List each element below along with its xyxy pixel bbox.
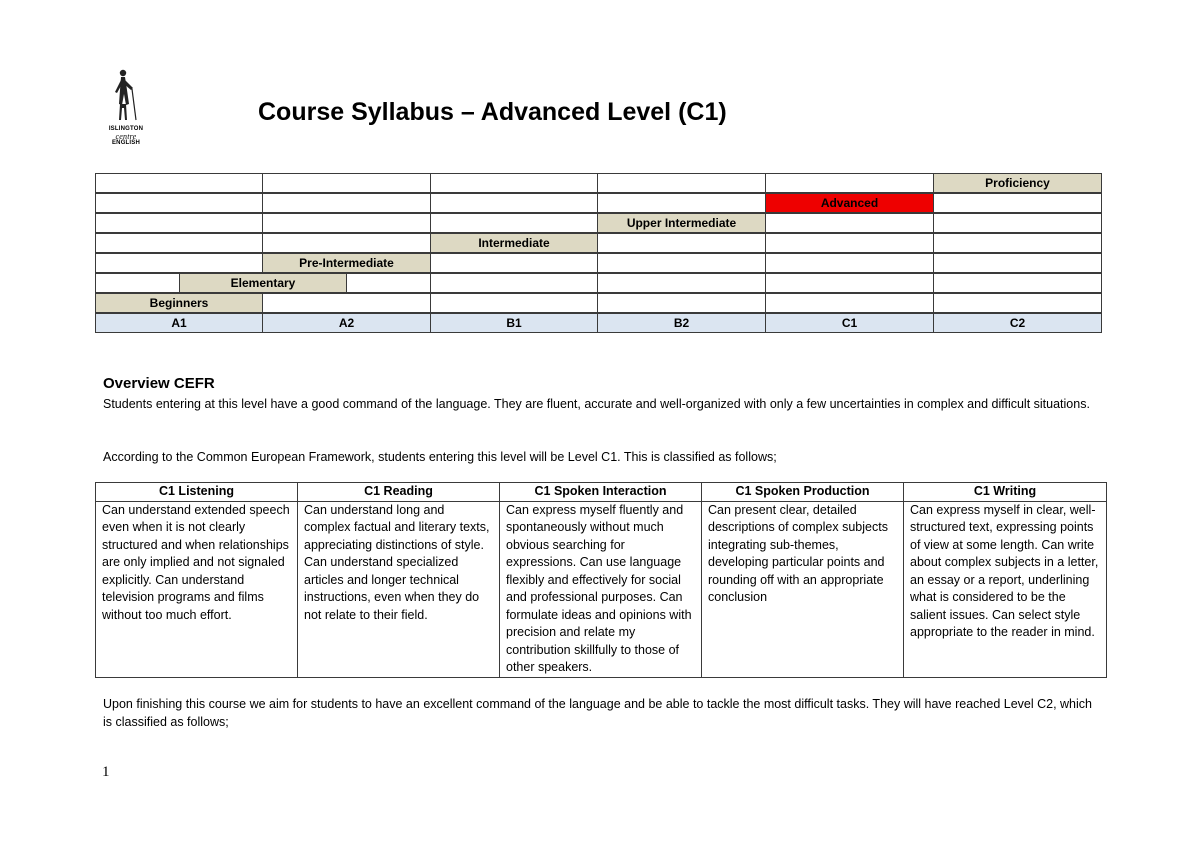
empty-cell: [262, 293, 431, 313]
empty-cell: [95, 273, 180, 293]
level-upper-intermediate: Upper Intermediate: [597, 213, 766, 233]
table-row: [96, 501, 1107, 677]
cefr-a2: A2: [262, 313, 431, 333]
empty-cell: [933, 273, 1102, 293]
cell-writing: Can express myself in clear, well-structured text, expressing points of view at some length. Can write about complex subjects in a letter, an essay or a report, underlining what is considered to be the salient issues. Can select style appropriate to the reader in mind.: [904, 501, 1107, 677]
table-header-row: [96, 483, 1107, 502]
empty-cell: [262, 193, 431, 213]
empty-cell: [597, 253, 766, 273]
empty-cell: [95, 233, 263, 253]
level-pre-intermediate: Pre-Intermediate: [262, 253, 431, 273]
empty-cell: [262, 213, 431, 233]
level-advanced: Advanced: [765, 193, 934, 213]
logo-line-3: ENGLISH: [111, 140, 141, 146]
cefr-b1: B1: [430, 313, 598, 333]
empty-cell: [95, 193, 263, 213]
level-beginners: Beginners: [95, 293, 263, 313]
level-row: [95, 273, 1102, 293]
cell-spoken-interaction: Can express myself fluently and spontaneously without much obvious searching for expressions. Can use language flexibly and effectively for social and professional purposes. Can formulate ideas and opinions with precision and relate my contribution skillfully to those of other speakers.: [500, 501, 702, 677]
empty-cell: [765, 293, 934, 313]
empty-cell: [933, 213, 1102, 233]
header-reading: C1 Reading: [298, 483, 500, 502]
empty-cell: [430, 293, 598, 313]
header-listening: C1 Listening: [96, 483, 298, 502]
empty-cell: [765, 213, 934, 233]
empty-cell: [933, 293, 1102, 313]
cell-reading: Can understand long and complex factual and literary texts, appreciating distinctions of style. Can understand specialized articles and longer technical instructions, even when they do not relate to their field.: [298, 501, 500, 677]
cefr-code-row: [95, 313, 1102, 333]
header-spoken-interaction: C1 Spoken Interaction: [500, 483, 702, 502]
empty-cell: [597, 233, 766, 253]
logo-line-1: ISLINGTON: [108, 126, 144, 132]
level-row: [95, 233, 1102, 253]
level-row: [95, 173, 1102, 193]
empty-cell: [95, 173, 263, 193]
empty-cell: [95, 253, 263, 273]
cefr-b2: B2: [597, 313, 766, 333]
cefr-a1: A1: [95, 313, 263, 333]
level-row: [95, 193, 1102, 213]
empty-cell: [430, 173, 598, 193]
overview-heading: Overview CEFR: [103, 375, 215, 392]
cefr-c1: C1: [765, 313, 934, 333]
level-row: [95, 253, 1102, 273]
empty-cell: [765, 173, 934, 193]
page-title: Course Syllabus – Advanced Level (C1): [258, 98, 727, 126]
level-elementary: Elementary: [179, 273, 347, 293]
level-progression-table: [95, 173, 1102, 332]
empty-cell: [597, 273, 766, 293]
empty-cell: [933, 233, 1102, 253]
level-intermediate: Intermediate: [430, 233, 598, 253]
empty-cell: [597, 173, 766, 193]
header-writing: C1 Writing: [904, 483, 1107, 502]
header-spoken-production: C1 Spoken Production: [702, 483, 904, 502]
empty-cell: [430, 213, 598, 233]
page-number: 1: [102, 764, 110, 780]
level-proficiency: Proficiency: [933, 173, 1102, 193]
empty-cell: [430, 273, 598, 293]
empty-cell: [765, 233, 934, 253]
empty-cell: [262, 233, 431, 253]
level-row: [95, 213, 1102, 233]
empty-cell: [597, 293, 766, 313]
c1-descriptor-table: [95, 482, 1107, 678]
level-row: [95, 293, 1102, 313]
empty-cell: [430, 253, 598, 273]
logo-line-2: centre: [115, 132, 137, 141]
empty-cell: [765, 253, 934, 273]
closing-paragraph: Upon finishing this course we aim for students to have an excellent command of the language and be able to tackle the most difficult tasks. They will have reached Level C2, which is classified as follows;: [103, 697, 1092, 729]
empty-cell: [933, 253, 1102, 273]
empty-cell: [95, 213, 263, 233]
empty-cell: [933, 193, 1102, 213]
empty-cell: [430, 193, 598, 213]
empty-cell: [262, 173, 431, 193]
cell-listening: Can understand extended speech even when it is not clearly structured and when relationships are only implied and not signaled explicitly. Can understand television programs and films without too much effort.: [96, 501, 298, 677]
empty-cell: [346, 273, 431, 293]
empty-cell: [765, 273, 934, 293]
overview-intro: Students entering at this level have a good command of the language. They are fluent, accurate and well-organized with only a few uncertainties in complex and difficult situations.: [103, 397, 1090, 411]
empty-cell: [597, 193, 766, 213]
framework-paragraph: According to the Common European Framework, students entering this level will be Level C1. This is classified as follows;: [103, 450, 777, 464]
logo-wordmark: [100, 126, 152, 147]
cell-spoken-production: Can present clear, detailed descriptions of complex subjects integrating sub-themes, developing particular points and rounding off with an appropriate conclusion: [702, 501, 904, 677]
cefr-c2: C2: [933, 313, 1102, 333]
